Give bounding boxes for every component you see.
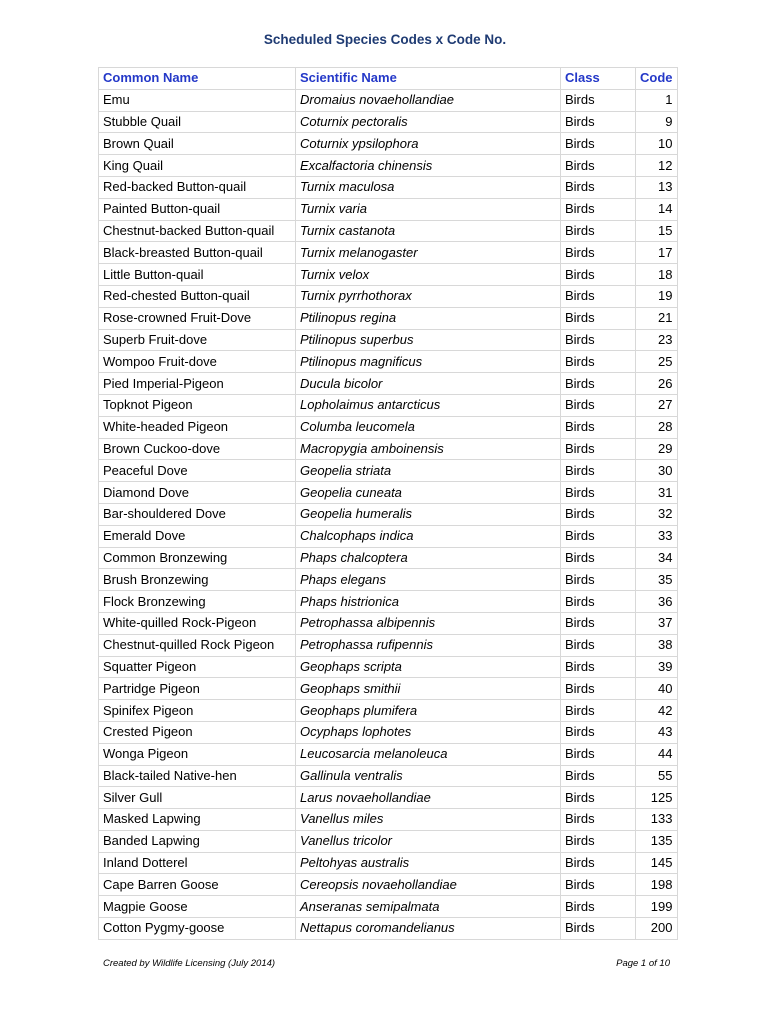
common-name-cell: Brush Bronzewing <box>99 569 296 591</box>
scientific-name-cell: Leucosarcia melanoleuca <box>296 743 561 765</box>
common-name-cell: King Quail <box>99 155 296 177</box>
scientific-name-cell: Petrophassa albipennis <box>296 612 561 634</box>
common-name-cell: Spinifex Pigeon <box>99 700 296 722</box>
scientific-name-cell: Lopholaimus antarcticus <box>296 394 561 416</box>
scientific-name-cell: Macropygia amboinensis <box>296 438 561 460</box>
table-row <box>99 874 678 896</box>
code-cell: 1 <box>636 89 678 111</box>
class-cell: Birds <box>561 373 636 395</box>
code-cell: 9 <box>636 111 678 133</box>
table-row <box>99 460 678 482</box>
scientific-name-cell: Ptilinopus superbus <box>296 329 561 351</box>
table-header-row <box>99 68 678 90</box>
code-cell: 17 <box>636 242 678 264</box>
common-name-cell: Superb Fruit-dove <box>99 329 296 351</box>
code-cell: 26 <box>636 373 678 395</box>
table-row <box>99 678 678 700</box>
code-cell: 32 <box>636 503 678 525</box>
code-cell: 37 <box>636 612 678 634</box>
class-cell: Birds <box>561 700 636 722</box>
class-cell: Birds <box>561 155 636 177</box>
table-body <box>99 89 678 939</box>
common-name-cell: Black-breasted Button-quail <box>99 242 296 264</box>
common-name-cell: Cotton Pygmy-goose <box>99 918 296 940</box>
common-name-cell: Crested Pigeon <box>99 721 296 743</box>
common-name-cell: Black-tailed Native-hen <box>99 765 296 787</box>
scientific-name-cell: Ocyphaps lophotes <box>296 721 561 743</box>
class-cell: Birds <box>561 918 636 940</box>
common-name-cell: Red-chested Button-quail <box>99 285 296 307</box>
scientific-name-cell: Larus novaehollandiae <box>296 787 561 809</box>
common-name-cell: Common Bronzewing <box>99 547 296 569</box>
class-cell: Birds <box>561 678 636 700</box>
class-cell: Birds <box>561 198 636 220</box>
scientific-name-cell: Turnix melanogaster <box>296 242 561 264</box>
code-cell: 38 <box>636 634 678 656</box>
table-row <box>99 852 678 874</box>
table-row <box>99 765 678 787</box>
class-cell: Birds <box>561 438 636 460</box>
table-row <box>99 656 678 678</box>
table-row <box>99 787 678 809</box>
common-name-cell: White-headed Pigeon <box>99 416 296 438</box>
table-row <box>99 525 678 547</box>
class-cell: Birds <box>561 765 636 787</box>
class-cell: Birds <box>561 569 636 591</box>
code-cell: 125 <box>636 787 678 809</box>
common-name-cell: Brown Cuckoo-dove <box>99 438 296 460</box>
class-cell: Birds <box>561 220 636 242</box>
page-number: Page 1 of 10 <box>616 958 670 969</box>
code-cell: 33 <box>636 525 678 547</box>
class-cell: Birds <box>561 329 636 351</box>
code-cell: 39 <box>636 656 678 678</box>
class-cell: Birds <box>561 176 636 198</box>
scientific-name-cell: Columba leucomela <box>296 416 561 438</box>
table-row <box>99 351 678 373</box>
common-name-cell: Silver Gull <box>99 787 296 809</box>
common-name-cell: Painted Button-quail <box>99 198 296 220</box>
class-cell: Birds <box>561 285 636 307</box>
code-cell: 40 <box>636 678 678 700</box>
table-row <box>99 700 678 722</box>
table-row <box>99 503 678 525</box>
class-cell: Birds <box>561 656 636 678</box>
scientific-name-cell: Ptilinopus magnificus <box>296 351 561 373</box>
scientific-name-cell: Nettapus coromandelianus <box>296 918 561 940</box>
class-cell: Birds <box>561 133 636 155</box>
common-name-cell: Red-backed Button-quail <box>99 176 296 198</box>
table-row <box>99 373 678 395</box>
scientific-name-cell: Ducula bicolor <box>296 373 561 395</box>
table-row <box>99 612 678 634</box>
code-cell: 198 <box>636 874 678 896</box>
class-cell: Birds <box>561 460 636 482</box>
code-cell: 35 <box>636 569 678 591</box>
table-row <box>99 307 678 329</box>
class-cell: Birds <box>561 743 636 765</box>
class-cell: Birds <box>561 242 636 264</box>
scientific-name-cell: Vanellus miles <box>296 809 561 831</box>
scientific-name-cell: Petrophassa rufipennis <box>296 634 561 656</box>
scientific-name-cell: Geopelia striata <box>296 460 561 482</box>
code-cell: 23 <box>636 329 678 351</box>
code-cell: 12 <box>636 155 678 177</box>
code-cell: 200 <box>636 918 678 940</box>
class-cell: Birds <box>561 591 636 613</box>
code-cell: 29 <box>636 438 678 460</box>
scientific-name-cell: Turnix pyrrhothorax <box>296 285 561 307</box>
table-row <box>99 743 678 765</box>
scientific-name-cell: Turnix velox <box>296 264 561 286</box>
code-cell: 36 <box>636 591 678 613</box>
code-cell: 15 <box>636 220 678 242</box>
table-row <box>99 809 678 831</box>
scientific-name-cell: Anseranas semipalmata <box>296 896 561 918</box>
table-row <box>99 111 678 133</box>
class-cell: Birds <box>561 89 636 111</box>
table-row <box>99 155 678 177</box>
code-cell: 42 <box>636 700 678 722</box>
class-cell: Birds <box>561 874 636 896</box>
common-name-cell: Pied Imperial-Pigeon <box>99 373 296 395</box>
code-cell: 145 <box>636 852 678 874</box>
header-common-name: Common Name <box>99 68 296 90</box>
class-cell: Birds <box>561 416 636 438</box>
scientific-name-cell: Gallinula ventralis <box>296 765 561 787</box>
common-name-cell: Banded Lapwing <box>99 830 296 852</box>
table-row <box>99 285 678 307</box>
class-cell: Birds <box>561 809 636 831</box>
code-cell: 31 <box>636 482 678 504</box>
table-row <box>99 634 678 656</box>
table-row <box>99 721 678 743</box>
table-row <box>99 830 678 852</box>
table-row <box>99 416 678 438</box>
common-name-cell: Bar-shouldered Dove <box>99 503 296 525</box>
scientific-name-cell: Chalcophaps indica <box>296 525 561 547</box>
common-name-cell: Chestnut-quilled Rock Pigeon <box>99 634 296 656</box>
code-cell: 18 <box>636 264 678 286</box>
code-cell: 25 <box>636 351 678 373</box>
class-cell: Birds <box>561 612 636 634</box>
scientific-name-cell: Geophaps scripta <box>296 656 561 678</box>
header-code: Code <box>636 68 678 90</box>
table-row <box>99 896 678 918</box>
scientific-name-cell: Dromaius novaehollandiae <box>296 89 561 111</box>
class-cell: Birds <box>561 351 636 373</box>
code-cell: 14 <box>636 198 678 220</box>
code-cell: 44 <box>636 743 678 765</box>
header-scientific-name: Scientific Name <box>296 68 561 90</box>
scientific-name-cell: Phaps chalcoptera <box>296 547 561 569</box>
common-name-cell: Squatter Pigeon <box>99 656 296 678</box>
table-row <box>99 176 678 198</box>
table-row <box>99 329 678 351</box>
class-cell: Birds <box>561 482 636 504</box>
table-row <box>99 89 678 111</box>
code-cell: 27 <box>636 394 678 416</box>
scientific-name-cell: Excalfactoria chinensis <box>296 155 561 177</box>
class-cell: Birds <box>561 264 636 286</box>
common-name-cell: Wompoo Fruit-dove <box>99 351 296 373</box>
table-row <box>99 569 678 591</box>
common-name-cell: Flock Bronzewing <box>99 591 296 613</box>
common-name-cell: Stubble Quail <box>99 111 296 133</box>
table-row <box>99 198 678 220</box>
code-cell: 13 <box>636 176 678 198</box>
scientific-name-cell: Coturnix ypsilophora <box>296 133 561 155</box>
scientific-name-cell: Turnix castanota <box>296 220 561 242</box>
scientific-name-cell: Ptilinopus regina <box>296 307 561 329</box>
scientific-name-cell: Cereopsis novaehollandiae <box>296 874 561 896</box>
common-name-cell: Cape Barren Goose <box>99 874 296 896</box>
common-name-cell: Chestnut-backed Button-quail <box>99 220 296 242</box>
code-cell: 30 <box>636 460 678 482</box>
common-name-cell: Topknot Pigeon <box>99 394 296 416</box>
class-cell: Birds <box>561 896 636 918</box>
scientific-name-cell: Turnix varia <box>296 198 561 220</box>
class-cell: Birds <box>561 721 636 743</box>
common-name-cell: Masked Lapwing <box>99 809 296 831</box>
common-name-cell: Emerald Dove <box>99 525 296 547</box>
table-row <box>99 264 678 286</box>
scientific-name-cell: Geophaps plumifera <box>296 700 561 722</box>
code-cell: 28 <box>636 416 678 438</box>
header-class: Class <box>561 68 636 90</box>
scientific-name-cell: Geopelia cuneata <box>296 482 561 504</box>
code-cell: 199 <box>636 896 678 918</box>
common-name-cell: Brown Quail <box>99 133 296 155</box>
code-cell: 34 <box>636 547 678 569</box>
class-cell: Birds <box>561 394 636 416</box>
common-name-cell: Little Button-quail <box>99 264 296 286</box>
common-name-cell: Partridge Pigeon <box>99 678 296 700</box>
scientific-name-cell: Vanellus tricolor <box>296 830 561 852</box>
class-cell: Birds <box>561 111 636 133</box>
table-row <box>99 220 678 242</box>
table-row <box>99 547 678 569</box>
class-cell: Birds <box>561 547 636 569</box>
code-cell: 21 <box>636 307 678 329</box>
common-name-cell: Diamond Dove <box>99 482 296 504</box>
scientific-name-cell: Coturnix pectoralis <box>296 111 561 133</box>
class-cell: Birds <box>561 852 636 874</box>
code-cell: 55 <box>636 765 678 787</box>
common-name-cell: Wonga Pigeon <box>99 743 296 765</box>
code-cell: 133 <box>636 809 678 831</box>
class-cell: Birds <box>561 830 636 852</box>
scientific-name-cell: Turnix maculosa <box>296 176 561 198</box>
table-row <box>99 591 678 613</box>
code-cell: 135 <box>636 830 678 852</box>
common-name-cell: Emu <box>99 89 296 111</box>
common-name-cell: White-quilled Rock-Pigeon <box>99 612 296 634</box>
common-name-cell: Magpie Goose <box>99 896 296 918</box>
scientific-name-cell: Phaps elegans <box>296 569 561 591</box>
common-name-cell: Inland Dotterel <box>99 852 296 874</box>
page-title: Scheduled Species Codes x Code No. <box>263 32 507 47</box>
code-cell: 10 <box>636 133 678 155</box>
table-row <box>99 242 678 264</box>
code-cell: 19 <box>636 285 678 307</box>
table-row <box>99 133 678 155</box>
class-cell: Birds <box>561 525 636 547</box>
class-cell: Birds <box>561 634 636 656</box>
class-cell: Birds <box>561 307 636 329</box>
table-row <box>99 918 678 940</box>
code-cell: 43 <box>636 721 678 743</box>
table-row <box>99 482 678 504</box>
class-cell: Birds <box>561 503 636 525</box>
scientific-name-cell: Phaps histrionica <box>296 591 561 613</box>
footer-credit: Created by Wildlife Licensing (July 2014) <box>103 958 276 969</box>
scientific-name-cell: Geopelia humeralis <box>296 503 561 525</box>
class-cell: Birds <box>561 787 636 809</box>
table-row <box>99 438 678 460</box>
table-row <box>99 394 678 416</box>
scientific-name-cell: Peltohyas australis <box>296 852 561 874</box>
scientific-name-cell: Geophaps smithii <box>296 678 561 700</box>
common-name-cell: Peaceful Dove <box>99 460 296 482</box>
species-table <box>98 67 678 940</box>
common-name-cell: Rose-crowned Fruit-Dove <box>99 307 296 329</box>
